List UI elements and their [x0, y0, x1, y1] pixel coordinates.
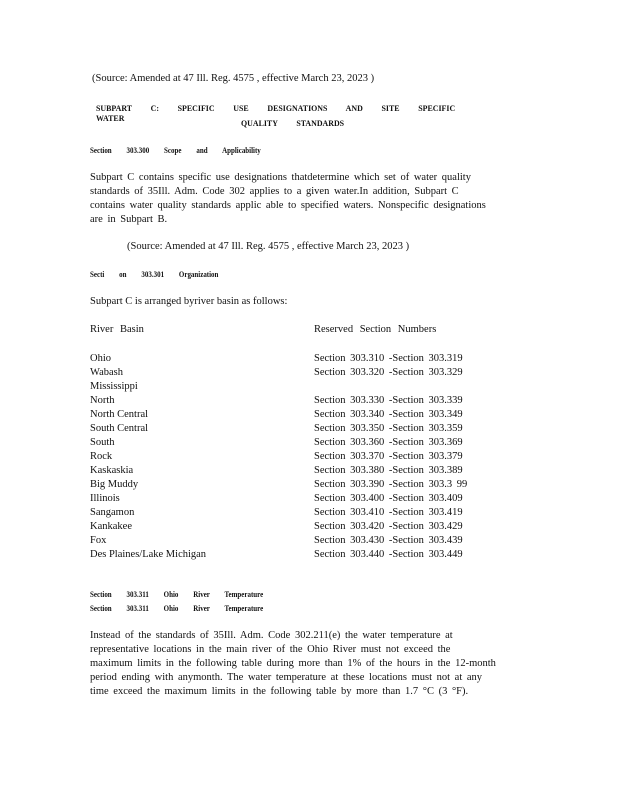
river-basin-table	[90, 352, 467, 562]
table-row	[90, 520, 467, 534]
basin-name: Sangamon	[90, 507, 135, 518]
section-heading: Section 303.300 Scope and Applicability	[90, 145, 261, 155]
section-range: Section 303.390 -Section 303.3 99	[314, 479, 468, 490]
body-line: Subpart C contains specific use designations thatdetermine which set of water quality	[90, 172, 471, 183]
basin-name: Fox	[90, 535, 107, 546]
section-heading: Secti on 303.301 Organization	[90, 269, 219, 279]
basin-name: Mississippi	[90, 381, 138, 392]
section-range: Section 303.330 -Section 303.339	[314, 395, 463, 406]
section-range: Section 303.310 -Section 303.319	[314, 353, 463, 364]
section-range: Section 303.430 -Section 303.439	[314, 535, 463, 546]
table-row	[90, 436, 467, 450]
section-range: Section 303.340 -Section 303.349	[314, 409, 463, 420]
basin-name: Des Plaines/Lake Michigan	[90, 549, 207, 560]
section-range: Section 303.440 -Section 303.449	[314, 549, 463, 560]
table-row	[90, 506, 467, 520]
table-row	[90, 450, 467, 464]
basin-name: Illinois	[90, 493, 120, 504]
section-range: Section 303.410 -Section 303.419	[314, 507, 463, 518]
body-line: time exceed the maximum limits in the following table by more than 1.7 °C (3 °F).	[90, 686, 469, 697]
table-row	[90, 478, 467, 492]
table-row	[90, 394, 467, 408]
section-range: Section 303.360 -Section 303.369	[314, 437, 463, 448]
basin-name: North	[90, 395, 115, 406]
section-range: Section 303.380 -Section 303.389	[314, 465, 463, 476]
basin-name: Kaskaskia	[90, 465, 134, 476]
section-range: Section 303.350 -Section 303.359	[314, 423, 463, 434]
section-heading: Section 303.311 Ohio River Temperature	[90, 589, 264, 599]
column-header-basin: River Basin	[90, 324, 144, 335]
body-line: are in Subpart B.	[90, 214, 168, 225]
basin-name: Wabash	[90, 367, 123, 378]
table-row	[90, 548, 467, 562]
section-range	[314, 380, 467, 394]
source-note: (Source: Amended at 47 Ill. Reg. 4575 , effective March 23, 2023 )	[92, 73, 375, 84]
basin-name: South Central	[90, 423, 149, 434]
basin-name: Rock	[90, 451, 113, 462]
table-row	[90, 534, 467, 548]
body-line: maximum limits in the following table during more than 1% of the hours in the 12-month	[90, 658, 496, 669]
table-row	[90, 366, 467, 380]
section-311-body	[90, 629, 518, 699]
subpart-heading-line2: QUALITY STANDARDS	[241, 118, 345, 128]
basin-name: North Central	[90, 409, 149, 420]
table-row	[90, 380, 467, 394]
basin-name: Ohio	[90, 353, 111, 364]
table-row	[90, 408, 467, 422]
section-300-body	[90, 171, 518, 227]
section-range: Section 303.370 -Section 303.379	[314, 451, 463, 462]
basin-name: Big Muddy	[90, 479, 139, 490]
table-row	[90, 352, 467, 366]
section-range: Section 303.320 -Section 303.329	[314, 367, 463, 378]
body-line: contains water quality standards applic able to specified waters. Nonspecific designations	[90, 200, 486, 211]
body-line: standards of 35Ill. Adm. Code 302 applies to a given water.In addition, Subpart C	[90, 186, 459, 197]
basin-name: South	[90, 437, 115, 448]
source-note: (Source: Amended at 47 Ill. Reg. 4575 , effective March 23, 2023 )	[127, 241, 410, 252]
body-line: period ending with anymonth. The water temperature at these locations must not at any	[90, 672, 483, 683]
section-range: Section 303.400 -Section 303.409	[314, 493, 463, 504]
body-line: Instead of the standards of 35Ill. Adm. Code 302.211(e) the water temperature at	[90, 630, 453, 641]
table-row	[90, 492, 467, 506]
subpart-heading-line1: SUBPART C: SPECIFIC USE DESIGNATIONS AND SITE SPECIFIC WATER	[96, 103, 456, 123]
section-range: Section 303.420 -Section 303.429	[314, 521, 463, 532]
basin-name: Kankakee	[90, 521, 132, 532]
section-heading: Section 303.311 Ohio River Temperature	[90, 603, 264, 613]
body-line: representative locations in the main river of the Ohio River must not exceed the	[90, 644, 451, 655]
section-301-intro: Subpart C is arranged byriver basin as follows:	[90, 296, 288, 307]
column-header-sections: Reserved Section Numbers	[314, 324, 437, 335]
table-row	[90, 422, 467, 436]
table-row	[90, 464, 467, 478]
